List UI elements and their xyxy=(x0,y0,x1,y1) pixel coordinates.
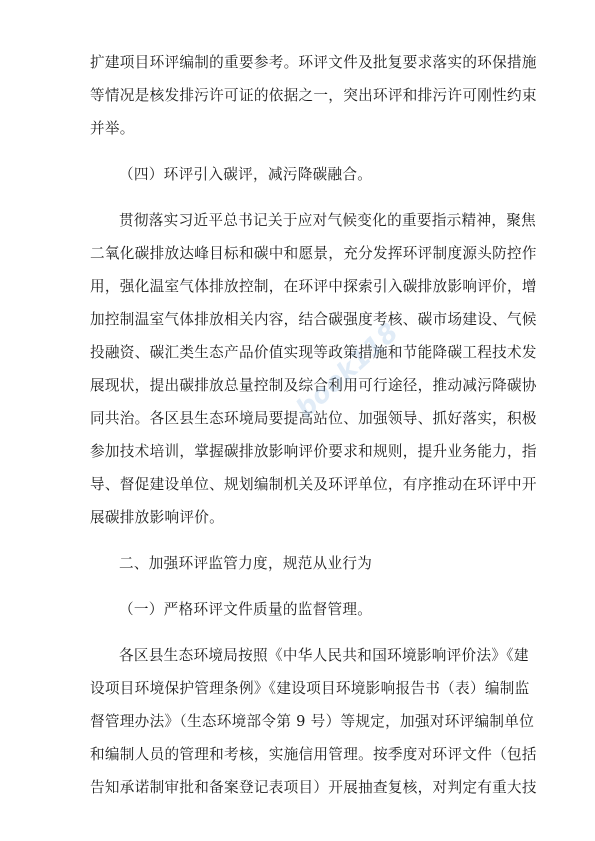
text-line: 用，强化温室气体排放控制，在环评中探索引入碳排放影响评价，增 xyxy=(90,278,537,295)
text-line: 告知承诺制审批和备案登记表项目）开展抽查复核，对判定有重大技 xyxy=(90,779,537,796)
watermark-logo: book118 xyxy=(290,317,405,425)
heading-text: 二、加强环评监管力度，规范从业行为 xyxy=(119,555,373,572)
text-line: 等情况是核发排污许可证的依据之一，突出环评和排污许可刚性约束 xyxy=(90,87,537,104)
text-line: 导、督促建设单位、规划编制机关及环评单位，有序推动在环评中开 xyxy=(90,476,537,493)
text-line: 加控制温室气体排放相关内容，结合碳强度考核、碳市场建设、气候 xyxy=(90,311,537,328)
text-line: 设项目环境保护管理条例》《建设项目环境影响报告书（表）编制监 xyxy=(90,680,530,697)
heading-text: （四）环评引入碳评，减污降碳融合。 xyxy=(119,166,373,183)
text-line: 投融资、碳汇类生态产品价值实现等政策措施和节能降碳工程技术发 xyxy=(90,344,537,361)
text-line: 督管理办法》（生态环境部令第 9 号）等规定，加强对环评编制单位 xyxy=(90,713,535,730)
heading-text: （一）严格环评文件质量的监督管理。 xyxy=(119,601,373,618)
text-line: 展碳排放影响评价。 xyxy=(90,509,225,526)
text-line: 和编制人员的管理和考核，实施信用管理。按季度对环评文件（包括 xyxy=(90,746,537,763)
text-line: 各区县生态环境局按照《中华人民共和国环境影响评价法》《建 xyxy=(119,647,529,664)
text-line: 并举。 xyxy=(90,120,135,137)
text-line: 二氧化碳排放达峰目标和碳中和愿景，充分发挥环评制度源头防控作 xyxy=(90,245,537,262)
text-line: 扩建项目环评编制的重要参考。环评文件及批复要求落实的环保措施 xyxy=(90,54,537,71)
text-line: 同共治。各区县生态环境局要提高站位、加强领导、抓好落实，积极 xyxy=(90,410,537,427)
text-line: 展现状，提出碳排放总量控制及综合利用可行途径，推动减污降碳协 xyxy=(90,377,537,394)
text-line: 贯彻落实习近平总书记关于应对气候变化的重要指示精神，聚焦 xyxy=(119,212,537,229)
text-line: 参加技术培训，掌握碳排放影响评价要求和规则，提升业务能力，指 xyxy=(90,443,537,460)
